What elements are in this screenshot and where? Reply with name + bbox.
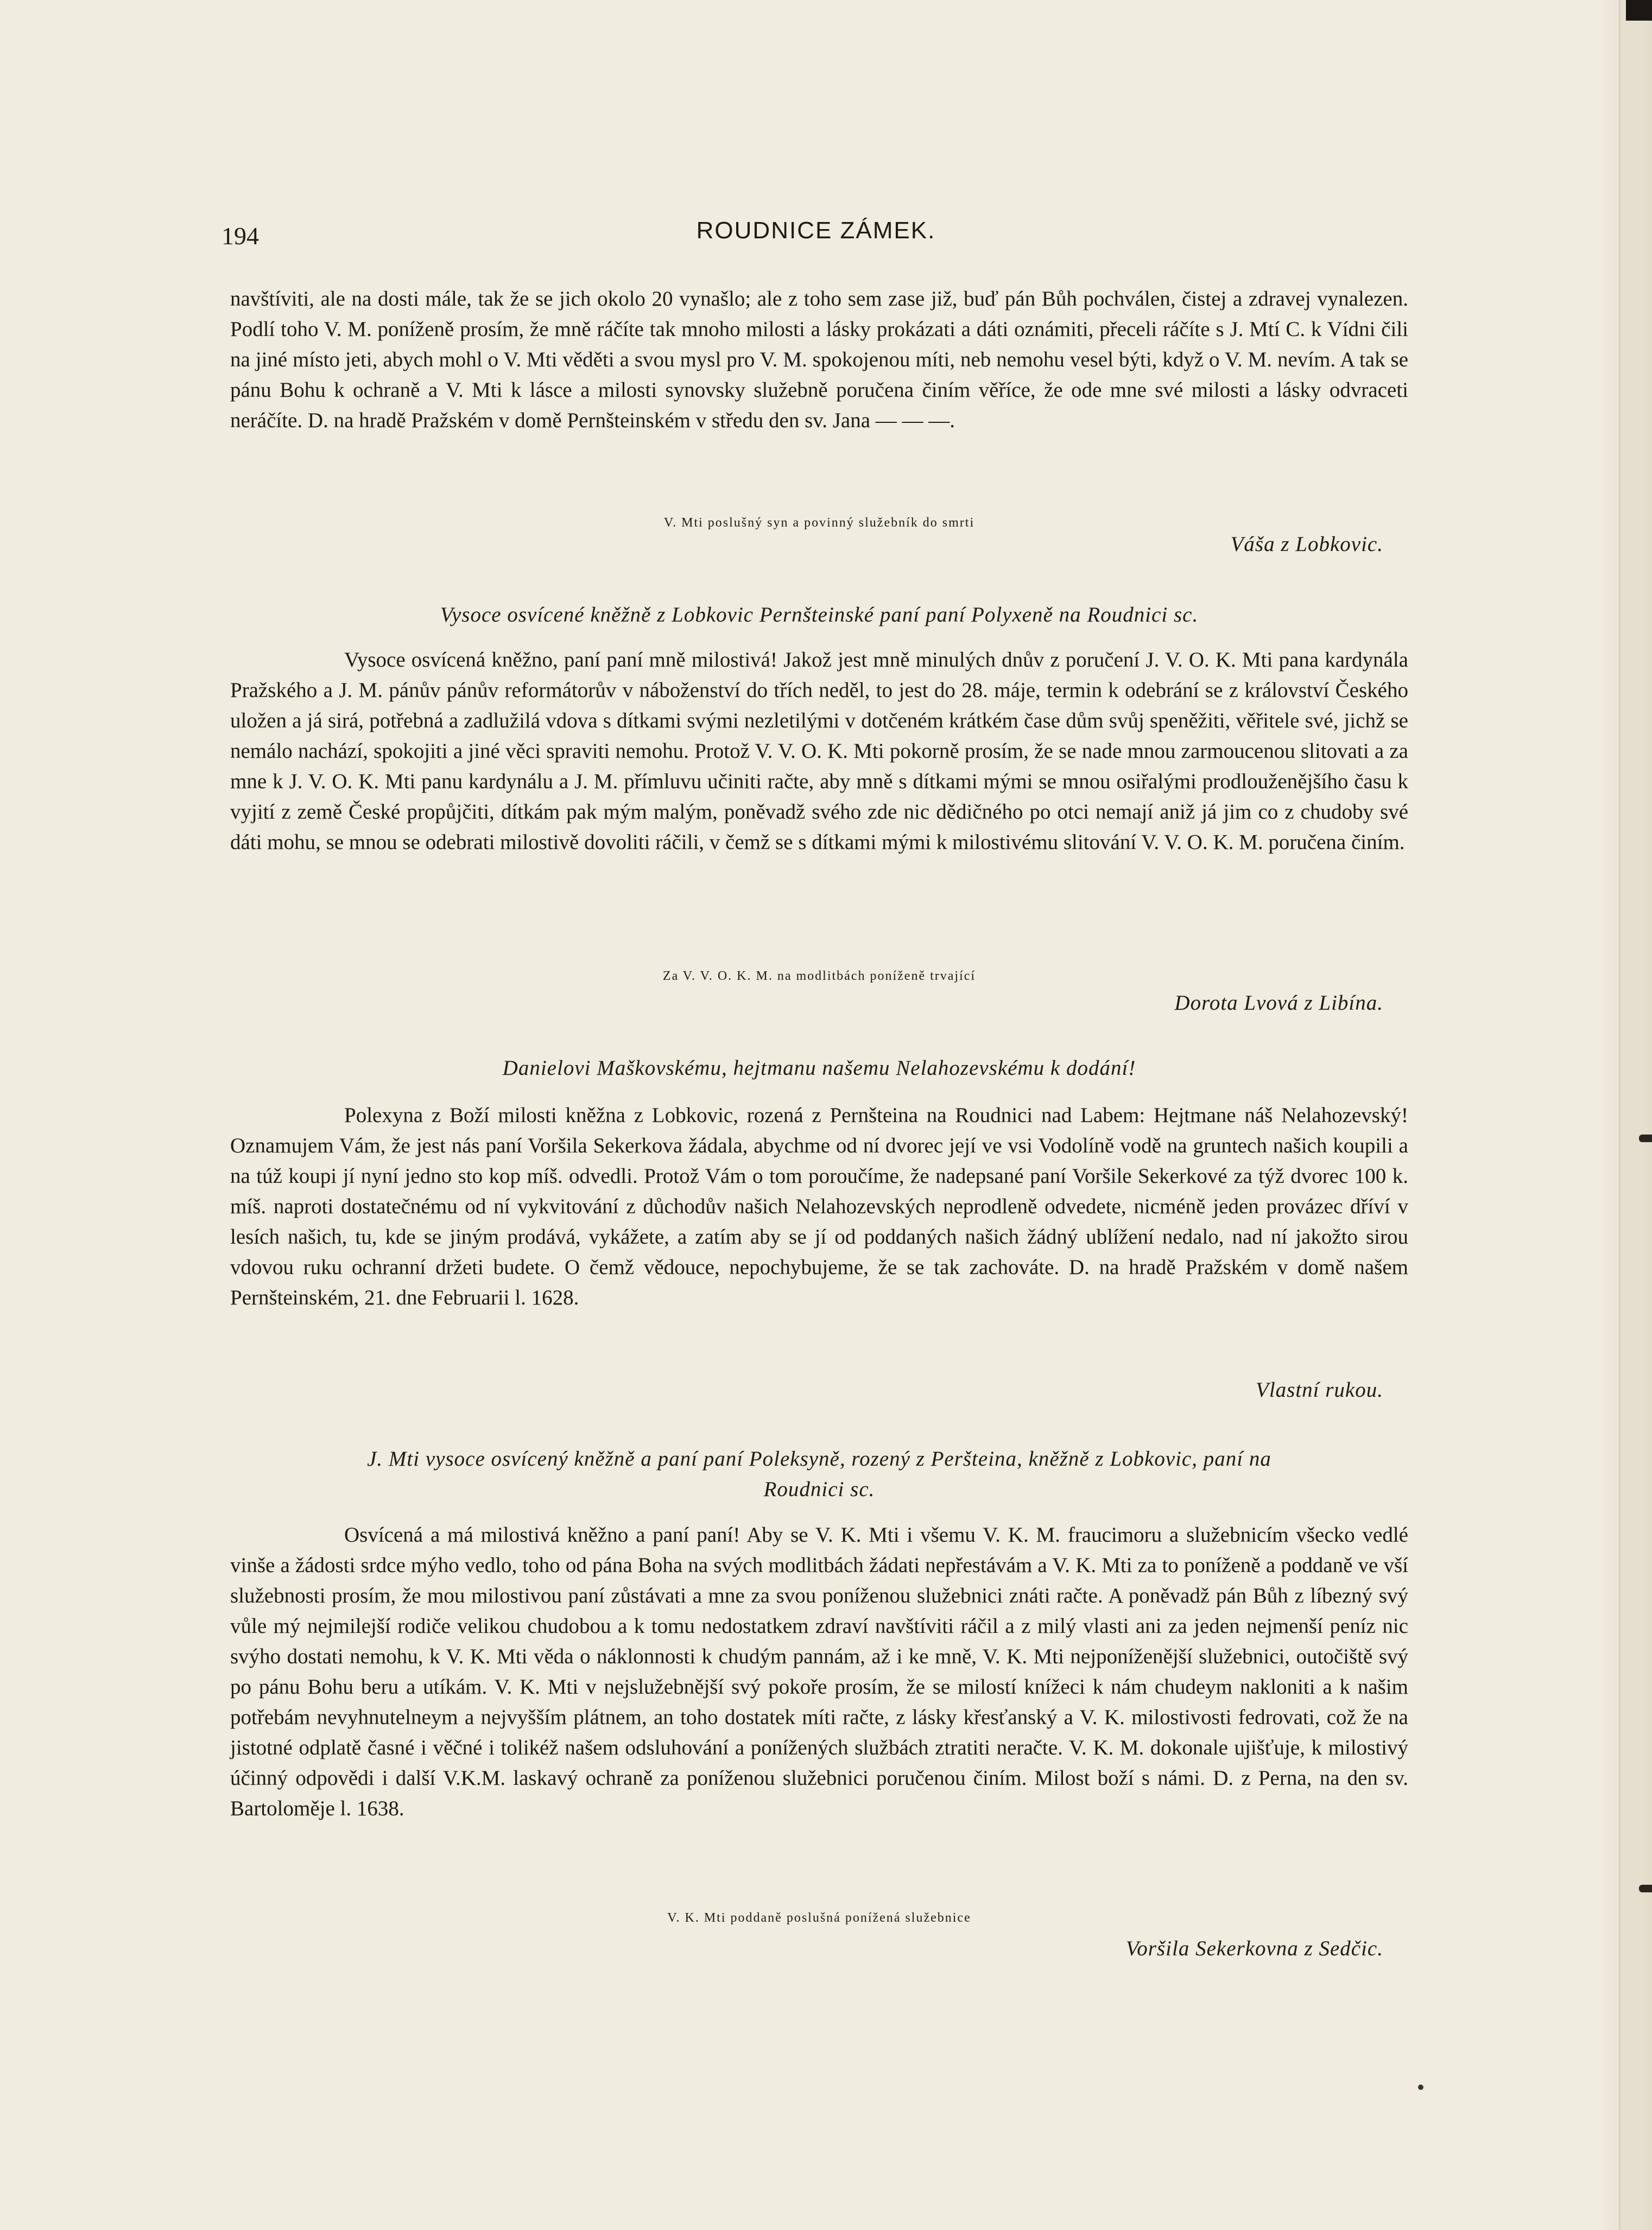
letter1-body — [230, 284, 1408, 436]
letter1-closing: V. Mti poslušný syn a povinný služebník do smrti — [663, 516, 975, 530]
letter4-closing: V. K. Mti poddaně poslušná ponížená služebnice — [667, 1911, 971, 1925]
page-number: 194 — [221, 222, 259, 250]
letter4-signature: Voršila Sekerkovna z Sedčic. — [1125, 1937, 1383, 1960]
letter1-signature: Váša z Lobkovic. — [1230, 533, 1383, 556]
letter4-heading-line1: J. Mti vysoce osvícený kněžně a paní paní Poleksyně, rozený z Peršteina, kněžně z Lobkovic, paní na — [367, 1447, 1271, 1471]
edge-mark — [1639, 1885, 1652, 1892]
letter4-paragraph: Osvícená a má milostivá kněžno a paní paní! Aby se V. K. Mti i všemu V. K. M. fraucimoru a služebnicím všecko vedlé vinše a žádosti srdce mýho vedlo, toho od pána Boha na svých modlitbách žádati nepřestávám a V. K. Mti za to poníženě a poddaně ve vší služebnosti prosím, že mou milostivou paní zůstávati a mne za svou poníženou služebnici znáti račte. A poněvadž pán Bůh z líbezný svý vůle mý nejmilejší rodiče velikou chudobou a k tomu nedostatkem zdraví navštíviti ráčil a z milý vlasti ani za jeden nejmenší peníz nic svýho dostati nemohu, k V. K. Mti věda o náklonnosti k chudým pannám, až i ke mně, V. K. Mti nejponíženější služebnici, outočiště svý po pánu Bohu beru a utíkám. V. K. Mti v nejslužebnější svý pokoře prosím, že se milostí knížeci k nám chudeym nakloniti a k našim potřebám nevyhnutelneym a nejvyšším plátnem, an toho dostatek míti račte, z lásky křesťanský a V. K. milostivosti fedrovati, což že na jistotné odplatě časné i věčné i tolikéž našem odsluhování a ponížených službách ztratiti neračte. V. K. M. dokonale ujišťuje, k milostivý účinný odpovědi i další V.K.M. laskavý ochraně za poníženou služebnici poručenou činím. Milost boží s námi. D. z Perna, na den sv. Bartoloměje l. 1638. — [230, 1523, 1408, 1820]
letter2-heading: Vysoce osvícené kněžně z Lobkovic Pernšteinské paní paní Polyxeně na Roudnici sc. — [440, 603, 1199, 626]
letter4-heading — [230, 1444, 1408, 1505]
corner-mark — [1626, 0, 1652, 21]
letter3-heading: Danielovi Maškovskému, hejtmanu našemu Nelahozevskému k dodání! — [502, 1056, 1136, 1080]
binding-edge — [1619, 0, 1642, 2230]
letter1-paragraph: navštíviti, ale na dosti mále, tak že se jich okolo 20 vynašlo; ale z toho sem zase již, buď pán Bůh pochválen, čistej a zdravej vynalezen. Podlí toho V. M. poníženě prosím, že mně ráčíte tak mnoho milosti a lásky prokázati a dáti oznámiti, přeceli ráčíte s J. Mtí C. k Vídni čili na jiné místo jeti, abych mohl o V. Mti věděti a svou mysl pro V. M. spokojenou míti, neb nemohu vesel býti, když o V. M. nevím. A tak se pánu Bohu k ochraně a V. Mti k lásce a milosti synovsky služebně poručena činím věříce, že ode mne své milosti a lásky odvraceti neráčíte. D. na hradě Pražském v domě Pernšteinském v středu den sv. Jana — — —. — [230, 287, 1408, 432]
letter2-body — [230, 645, 1408, 858]
letter3-paragraph: Polexyna z Boží milosti kněžna z Lobkovic, rozená z Pernšteina na Roudnici nad Labem: Hejtmane náš Nelahozevský! Oznamujem Vám, že jest nás paní Voršila Sekerkova žádala, abychme od ní dvorec její ve vsi Vodolíně vodě na gruntech našich koupili a na túž koupi jí nyní jedno sto kop míš. odvedli. Protož Vám o tom poroučíme, že nadepsané paní Voršile Sekerkové za týž dvorec 100 k. míš. naproti dostatečnému od ní vykvitování z důchodův našich Nelahozevských neprodleně odvedete, nicméně jeden provázec dříví v lesích našich, tu, kde se jiným prodává, vykážete, a zatím aby se jí od poddaných našich žádný ublížení nedalo, nad ní jakožto sirou vdovou ruku ochranní držeti budete. O čemž vědouce, nepochybujeme, že se tak zachováte. D. na hradě Pražském v domě našem Pernšteinském, 21. dne Februarii l. 1628. — [230, 1104, 1408, 1309]
letter3-body — [230, 1100, 1408, 1313]
letter4-heading-line2: Roudnici sc. — [763, 1478, 875, 1501]
edge-mark — [1639, 1135, 1652, 1142]
letter2-paragraph: Vysoce osvícená kněžno, paní paní mně milostivá! Jakož jest mně minulých dnův z poručení J. V. O. K. Mti pana kardynála Pražského a J. M. pánův pánův reformátorův v náboženství do třích neděl, to jest do 28. máje, termin k odebrání se z království Českého uložen a já sirá, potřebná a zadlužilá vdova s dítkami svými nezletilými v dotčeném krátkém čase dům svůj speněžiti, věřitele své, jichž se nemálo nachází, spokojiti a jiné věci spraviti nemohu. Protož V. V. O. K. Mti pokorně prosím, že se nade mnou zarmoucenou slitovati a za mne k J. V. O. K. Mti panu kardynálu a J. M. přímluvu učiniti račte, aby mně s dítkami mými se mnou osiřalými prodlouženějšího času k vyjití z země České propůjčiti, dítkám pak mým malým, poněvadž svého zde nic dědičného po otci nemají aniž já jim co z chudoby své dáti mohu, se mnou se odebrati milostivě dovoliti ráčili, v čemž se s dítkami mými k milostivému slitování V. V. O. K. M. poručena činím. — [230, 648, 1408, 854]
letter2-closing: Za V. V. O. K. M. na modlitbách poníženě trvající — [662, 969, 976, 983]
margin-speck — [1418, 2085, 1423, 2090]
letter2-signature: Dorota Lvová z Libína. — [1174, 991, 1383, 1015]
letter3-signature: Vlastní rukou. — [1256, 1378, 1383, 1402]
running-head — [221, 217, 1410, 255]
running-title: ROUDNICE ZÁMEK. — [696, 217, 936, 244]
letter4-body — [230, 1520, 1408, 1824]
